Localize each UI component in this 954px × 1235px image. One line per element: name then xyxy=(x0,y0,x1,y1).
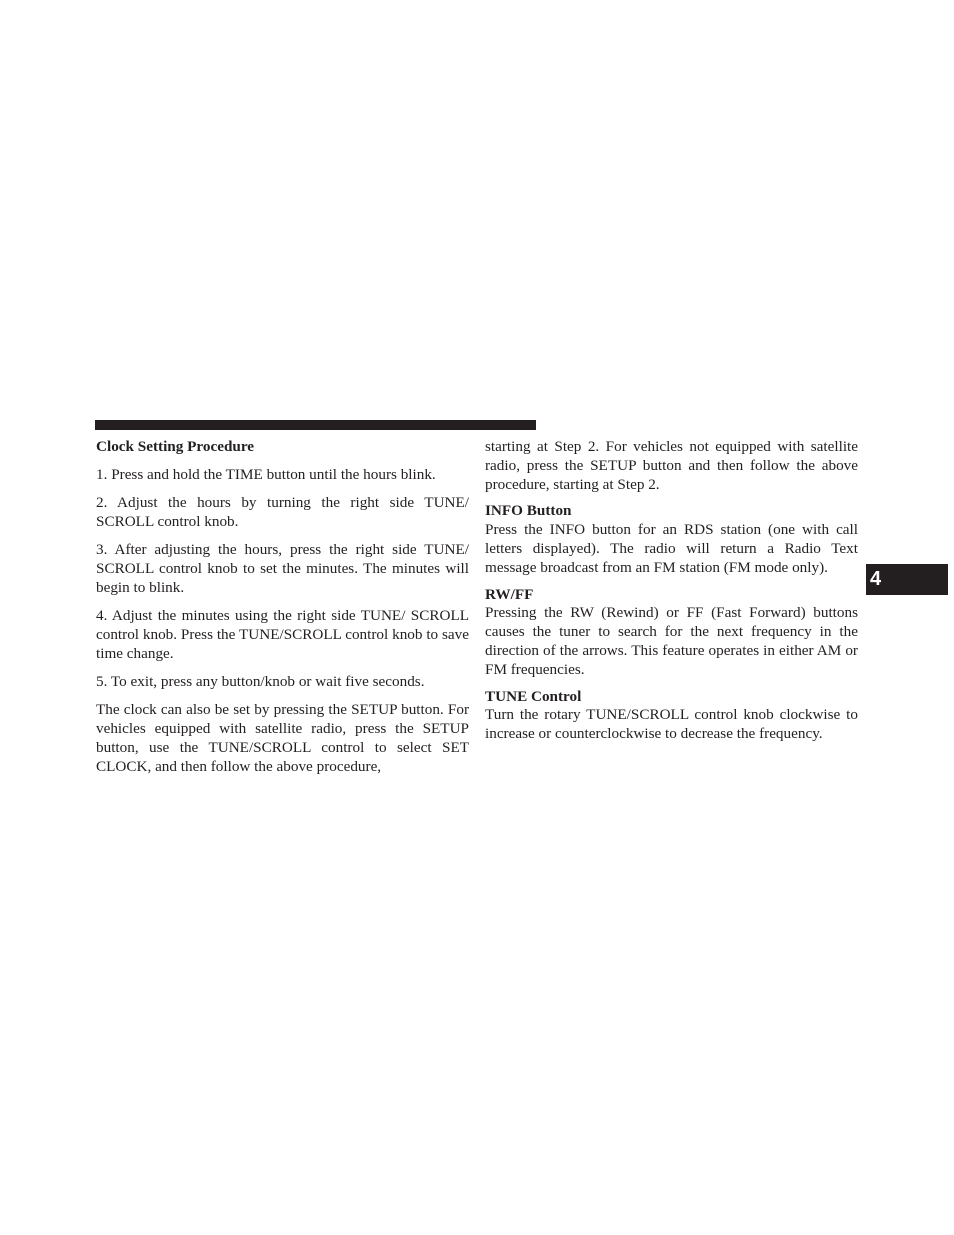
step-4: 4. Adjust the minutes using the right side TUNE/ SCROLL control knob. Press the TUNE/SCROLL control knob to save time change. xyxy=(96,607,469,662)
step-3: 3. After adjusting the hours, press the right side TUNE/ SCROLL control knob to set the minutes. The minutes will begin to blink. xyxy=(96,541,469,596)
info-button-heading: INFO Button xyxy=(485,502,572,520)
step-1: 1. Press and hold the TIME button until the hours blink. xyxy=(96,466,436,484)
left-column xyxy=(96,438,469,786)
info-button-body: Press the INFO button for an RDS station (one with call letters displayed). The radio will return a Radio Text message broadcast from an FM station (FM mode only). xyxy=(485,521,858,576)
chapter-tab: 4 xyxy=(866,564,948,595)
step-5: 5. To exit, press any button/knob or wait five seconds. xyxy=(96,672,425,690)
clock-setup-paragraph: The clock can also be set by pressing the SETUP button. For vehicles equipped with satellite radio, press the SETUP button, use the TUNE/SCROLL control to select SET CLOCK, and then follow the above procedure, xyxy=(96,701,469,775)
tune-control-heading: TUNE Control xyxy=(485,687,582,705)
section-top-rule xyxy=(95,420,536,430)
tune-control-body: Turn the rotary TUNE/SCROLL control knob clockwise to increase or counterclockwise to decrease the frequency. xyxy=(485,706,858,743)
clock-setting-heading: Clock Setting Procedure xyxy=(96,438,255,455)
rw-ff-heading: RW/FF xyxy=(485,585,534,603)
right-column xyxy=(485,438,858,752)
step-2: 2. Adjust the hours by turning the right side TUNE/ SCROLL control knob. xyxy=(96,494,469,531)
continuation-paragraph: starting at Step 2. For vehicles not equipped with satellite radio, press the SETUP button and then follow the above procedure, starting at Step 2. xyxy=(485,438,858,493)
rw-ff-body: Pressing the RW (Rewind) or FF (Fast Forward) buttons causes the tuner to search for the next frequency in the direction of the arrows. This feature operates in either AM or FM frequencies. xyxy=(485,604,858,678)
